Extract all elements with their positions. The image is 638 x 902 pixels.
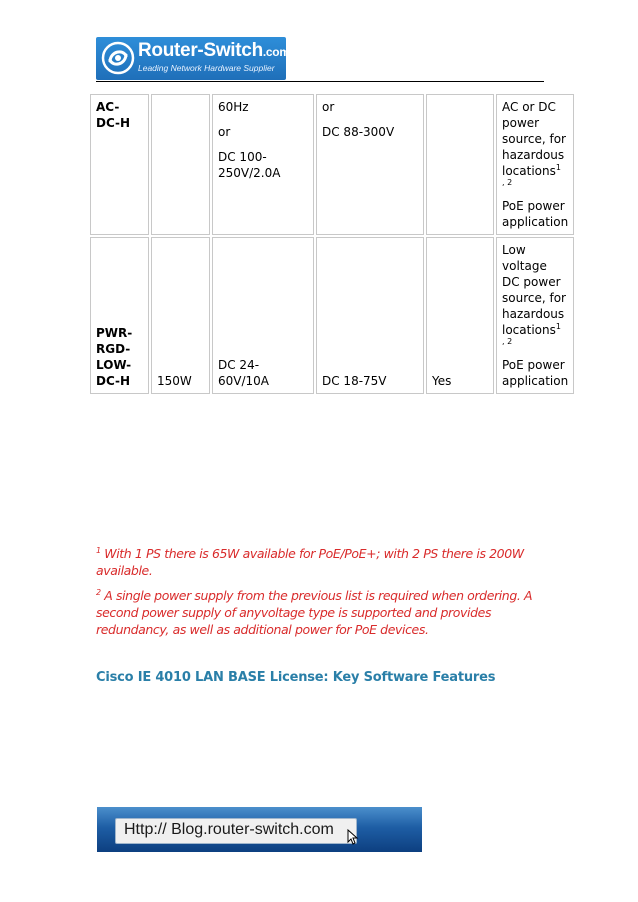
dc-line: or [322,100,335,114]
input-cell [212,94,314,235]
dc-input-cell: DC 18-75V [316,237,424,394]
section-title: Cisco IE 4010 LAN BASE License: Key Software Features [96,670,496,685]
notes-cell [496,237,574,394]
power-cell: 150W [151,237,210,394]
logo-swirl-icon [101,41,135,75]
table-row [90,237,574,394]
input-cell: DC 24-60V/10A [212,237,314,394]
notes-poe: PoE power application [502,199,569,229]
model-cell: PWR-RGD-LOW-DC-H [90,237,149,394]
dc-line: DC 88-300V [322,125,395,139]
router-switch-logo[interactable] [96,37,290,80]
dc-input-cell [316,94,424,235]
notes-poe: PoE power application [502,358,569,388]
notes-main: AC or DC power source, for hazardous locations$^1$ , 2 [502,100,566,187]
input-line: or [218,125,231,139]
poe-cell: Yes [426,237,494,394]
model-cell: AC-DC-H [90,94,149,235]
cursor-icon [347,829,359,845]
power-cell [151,94,210,235]
blog-banner[interactable] [97,807,422,852]
input-line: DC 100-250V/2.0A [218,150,281,180]
input-line: 60Hz [218,100,249,114]
table-row [90,94,574,235]
url-box [115,818,357,844]
poe-cell [426,94,494,235]
header-divider [96,81,544,82]
power-supply-table [88,92,576,396]
logo-tagline: Leading Network Hardware Supplier [138,63,275,73]
footnote-2: $^2$ A single power supply from the previous list is required when ordering. A second power supply of anyvoltage type is supported and provides redundancy, as well as additional power for PoE devices. [96,587,533,637]
banner-url-text: Http:// Blog.router-switch.com [124,821,334,838]
logo-name: Router-Switch.com [138,40,290,61]
notes-main: Low voltage DC power source, for hazardous locations$^1$ , 2 [502,243,566,346]
notes-cell [496,94,574,235]
footnote-1: $^1$ With 1 PS there is 65W available for PoE/PoE+; with 2 PS there is 200W available. [96,545,524,578]
